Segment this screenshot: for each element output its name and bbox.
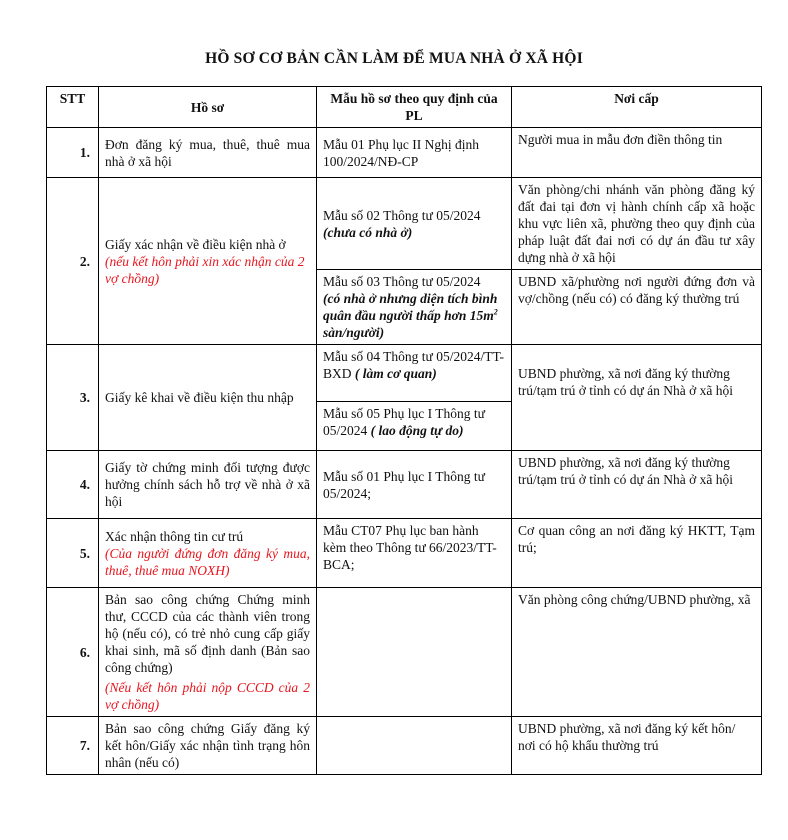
ho-so-cell: Giấy kê khai về điều kiện thu nhập	[99, 345, 317, 451]
mau-note: ( lao động tự do)	[370, 423, 464, 438]
stt-cell: 6.	[47, 588, 99, 717]
ho-so-cell: Đơn đăng ký mua, thuê, thuê mua nhà ở xã hội	[99, 128, 317, 178]
mau-text: Mẫu số 05 Phụ lục I Thông tư 05/2024	[323, 406, 485, 438]
mau-cell	[317, 345, 512, 402]
mau-note: ( làm cơ quan)	[354, 366, 437, 381]
noi-cap-cell: UBND phường, xã nơi đăng ký kết hôn/ nơi có hộ khẩu thường trú	[512, 717, 762, 775]
ho-so-cell: Bản sao công chứng Giấy đăng ký kết hôn/Giấy xác nhận tình trạng hôn nhân (nếu có)	[99, 717, 317, 775]
ho-so-note: (nếu kết hôn phải xin xác nhận của 2 vợ chồng)	[105, 253, 305, 286]
mau-note	[323, 291, 498, 340]
header-mau: Mẫu hồ sơ theo quy định của PL	[317, 87, 512, 128]
table-row	[47, 128, 762, 178]
noi-cap-cell: Văn phòng công chứng/UBND phường, xã	[512, 588, 762, 717]
header-ho-so: Hồ sơ	[99, 87, 317, 128]
stt-cell: 3.	[47, 345, 99, 451]
mau-cell	[317, 270, 512, 345]
table-row	[47, 451, 762, 519]
table-header	[47, 87, 762, 128]
table-row	[47, 178, 762, 270]
mau-text: Mẫu số 02 Thông tư 05/2024	[323, 207, 481, 223]
documents-table	[46, 86, 762, 775]
ho-so-cell	[99, 519, 317, 588]
mau-text: Mẫu số 03 Thông tư 05/2024	[323, 274, 481, 289]
header-noi-cap: Nơi cấp	[512, 87, 762, 128]
stt-cell: 2.	[47, 178, 99, 345]
table-row	[47, 519, 762, 588]
mau-cell: Mẫu 01 Phụ lục II Nghị định 100/2024/NĐ-CP	[317, 128, 512, 178]
mau-note: (chưa có nhà ở)	[323, 224, 413, 240]
header-stt: STT	[47, 87, 99, 128]
mau-cell: Mẫu CT07 Phụ lục ban hành kèm theo Thông tư 66/2023/TT-BCA;	[317, 519, 512, 588]
noi-cap-cell: Văn phòng/chi nhánh văn phòng đăng ký đất đai tại đơn vị hành chính cấp xã hoặc khu vực liên xã, phường theo quy định của pháp luật đất đai nơi có dự án đầu tư xây dựng nhà ở xã hội	[512, 178, 762, 270]
noi-cap-cell: Cơ quan công an nơi đăng ký HKTT, Tạm trú;	[512, 519, 762, 588]
mau-cell	[317, 717, 512, 775]
stt-cell: 5.	[47, 519, 99, 588]
ho-so-cell: Giấy tờ chứng minh đối tượng được hưởng chính sách hỗ trợ về nhà ở xã hội	[99, 451, 317, 519]
table-row	[47, 345, 762, 402]
stt-cell: 1.	[47, 128, 99, 178]
ho-so-text: Bản sao công chứng Chứng minh thư, CCCD của các thành viên trong hộ (nếu có), có trẻ nhỏ cung cấp giấy khai sinh, mã số định danh (Bản sao công chứng)	[105, 592, 310, 675]
mau-cell	[317, 588, 512, 717]
mau-cell	[317, 402, 512, 451]
noi-cap-cell: Người mua in mẫu đơn điền thông tin	[512, 128, 762, 178]
mau-note-text: (có nhà ở nhưng diện tích bình quân đầu người thấp hơn 15m	[323, 291, 498, 323]
noi-cap-cell: UBND phường, xã nơi đăng ký thường trú/tạm trú ở tỉnh có dự án Nhà ở xã hội	[512, 451, 762, 519]
mau-note-end: sàn/người)	[323, 325, 385, 340]
mau-text: Mẫu số 04 Thông tư 05/2024/TT-BXD	[323, 349, 504, 381]
ho-so-text: Giấy xác nhận về điều kiện nhà ở	[105, 236, 286, 252]
page-title: HỒ SƠ CƠ BẢN CẦN LÀM ĐỂ MUA NHÀ Ở XÃ HỘI	[205, 50, 583, 67]
noi-cap-cell: UBND xã/phường nơi người đứng đơn và vợ/chồng (nếu có) có đăng ký thường trú	[512, 270, 762, 345]
ho-so-text: Xác nhận thông tin cư trú	[105, 528, 244, 544]
superscript: 2	[493, 307, 498, 317]
stt-cell: 7.	[47, 717, 99, 775]
ho-so-cell	[99, 178, 317, 345]
mau-cell	[317, 178, 512, 270]
ho-so-note: (Nếu kết hôn phải nộp CCCD của 2 vợ chồng)	[105, 680, 310, 712]
stt-cell: 4.	[47, 451, 99, 519]
ho-so-cell	[99, 588, 317, 717]
table-row	[47, 588, 762, 717]
mau-cell: Mẫu số 01 Phụ lục I Thông tư 05/2024;	[317, 451, 512, 519]
ho-so-note: (Của người đứng đơn đăng ký mua, thuê, thuê mua NOXH)	[105, 545, 310, 578]
noi-cap-cell: UBND phường, xã nơi đăng ký thường trú/tạm trú ở tỉnh có dự án Nhà ở xã hội	[512, 345, 762, 451]
table-row	[47, 717, 762, 775]
